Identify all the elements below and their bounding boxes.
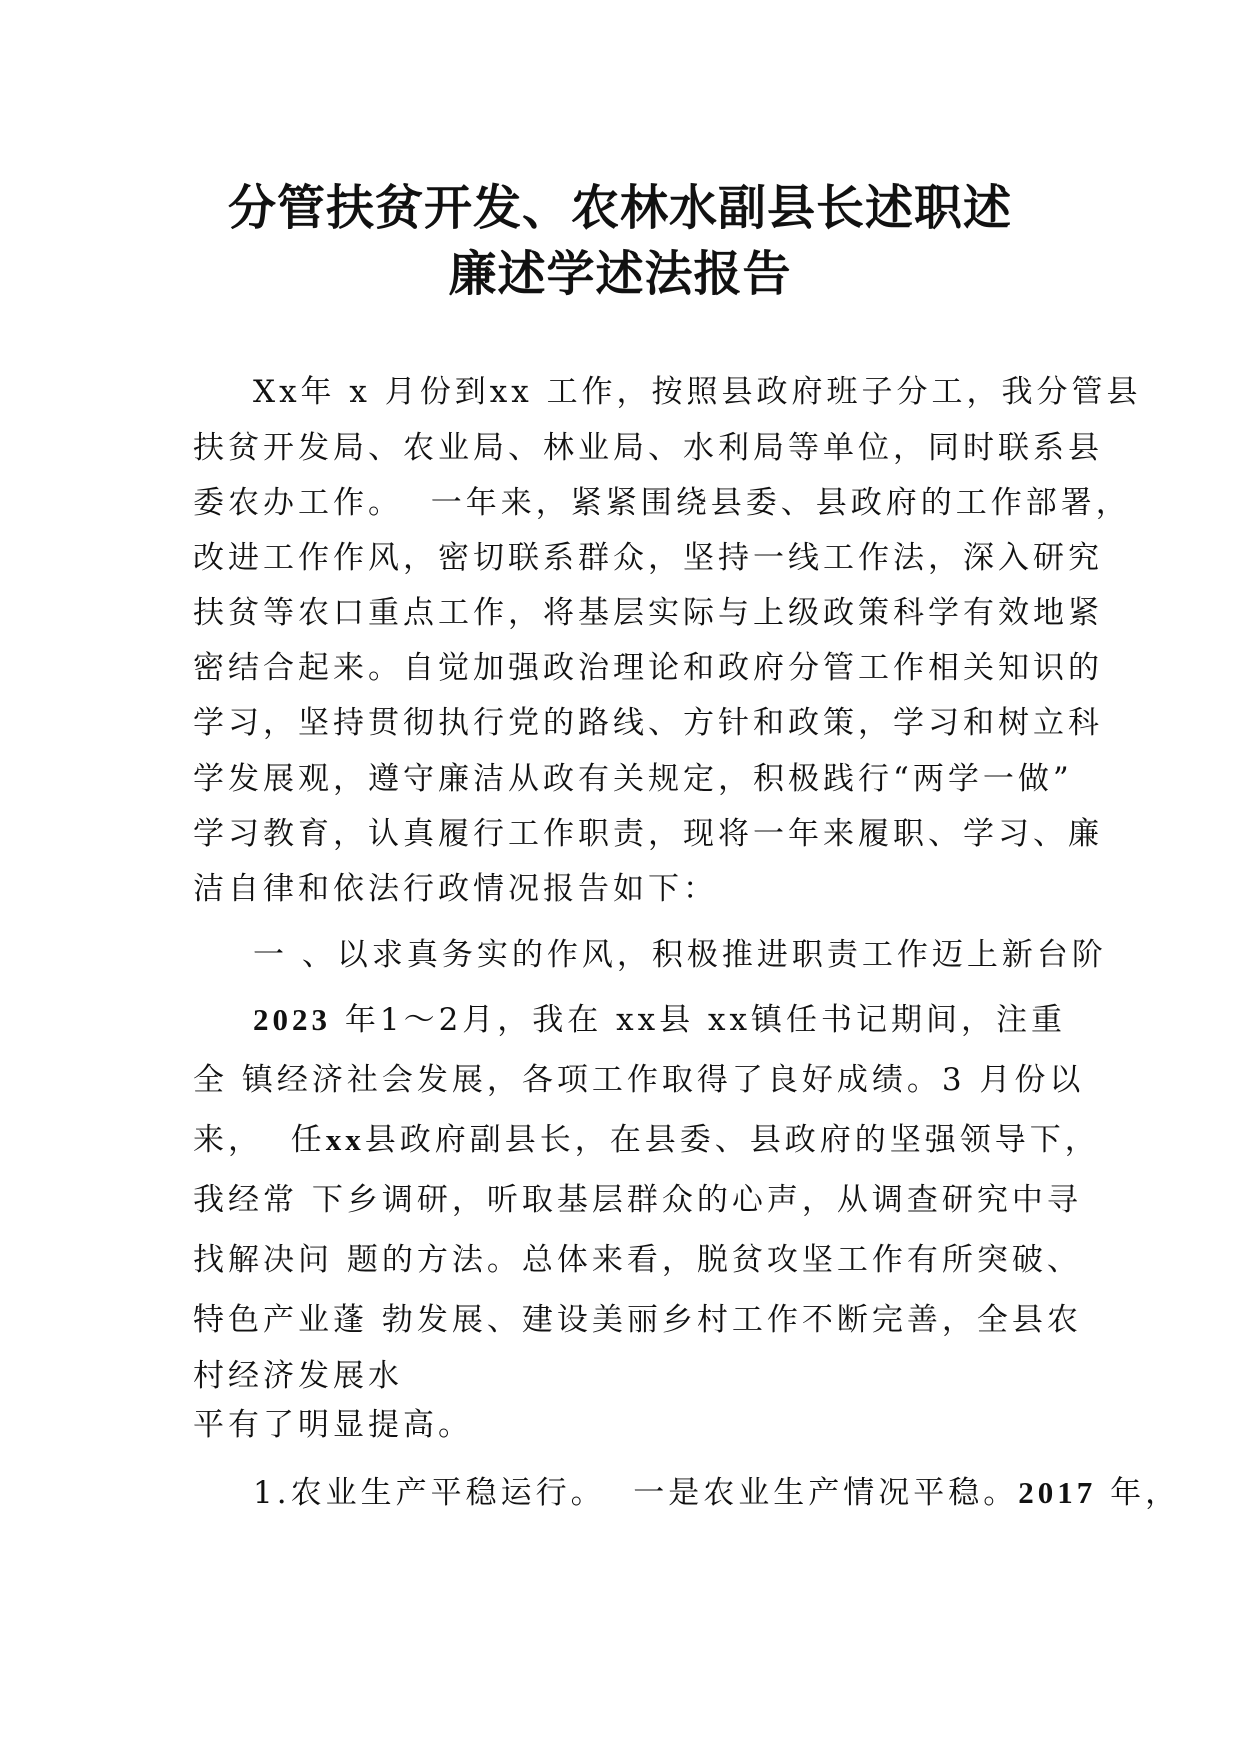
year-2023: 2023 <box>253 1002 331 1037</box>
county-xx: xx <box>325 1122 365 1157</box>
paragraph-1-line-3: 委农办工作。 一年来，紧紧围绕县委、县政府的工作部署， <box>193 485 1131 521</box>
paragraph-2-line-3-b: 县政府副县长，在县委、县政府的坚强领导下， <box>364 1122 1100 1158</box>
paragraph-2-line-1 <box>253 1000 1066 1040</box>
paragraph-1-line-5: 扶贫等农口重点工作，将基层实际与上级政策科学有效地紧 <box>193 595 1103 631</box>
paragraph-1-line-10: 洁自律和依法行政情况报告如下： <box>193 871 718 907</box>
paragraph-1-line-1: Xx年 x 月份到xx 工作，按照县政府班子分工，我分管县 <box>253 374 1142 410</box>
paragraph-1-line-4: 改进工作作风，密切联系群众，坚持一线工作法，深入研究 <box>193 540 1103 576</box>
paragraph-2-line-8: 平有了明显提高。 <box>193 1407 473 1443</box>
paragraph-2-line-2: 全 镇经济社会发展，各项工作取得了良好成绩。3 月份以 <box>193 1062 1085 1098</box>
paragraph-2-line-4: 我经常 下乡调研，听取基层群众的心声，从调查研究中寻 <box>193 1182 1082 1218</box>
year-2017: 2017 <box>1018 1475 1097 1510</box>
paragraph-2-line-1-text: 年1～2月，我在 xx县 xx镇任书记期间，注重 <box>331 1002 1066 1038</box>
paragraph-1-line-2: 扶贫开发局、农业局、林业局、水利局等单位，同时联系县 <box>193 430 1103 466</box>
paragraph-1-line-7: 学习，坚持贯彻执行党的路线、方针和政策，学习和树立科 <box>193 705 1103 741</box>
document-title-line-1: 分管扶贫开发、农林水副县长述职述 <box>227 180 1012 236</box>
paragraph-1-line-8: 学发展观，遵守廉洁从政有关规定，积极践行“两学一做” <box>193 761 1073 797</box>
paragraph-3-text-b: 年， <box>1096 1475 1181 1511</box>
paragraph-2-line-3-a: 来， 任 <box>193 1122 326 1158</box>
paragraph-1-line-9: 学习教育，认真履行工作职责，现将一年来履职、学习、廉 <box>193 816 1103 852</box>
paragraph-2-line-5: 找解决问 题的方法。总体来看，脱贫攻坚工作有所突破、 <box>193 1242 1082 1278</box>
paragraph-2-line-7: 村经济发展水 <box>193 1358 403 1394</box>
paragraph-2-line-6: 特色产业蓬 勃发展、建设美丽乡村工作不断完善，全县农 <box>193 1302 1082 1338</box>
paragraph-2-line-3 <box>193 1120 1100 1160</box>
section-1-heading: 一 、以求真务实的作风，积极推进职责工作迈上新台阶 <box>253 937 1107 973</box>
paragraph-3-line-1 <box>253 1473 1180 1513</box>
document-title-line-2: 廉述学述法报告 <box>448 246 792 302</box>
paragraph-3-text-a: 1.农业生产平稳运行。 一是农业生产情况平稳。 <box>253 1475 1019 1511</box>
paragraph-1-line-6: 密结合起来。自觉加强政治理论和政府分管工作相关知识的 <box>193 650 1103 686</box>
